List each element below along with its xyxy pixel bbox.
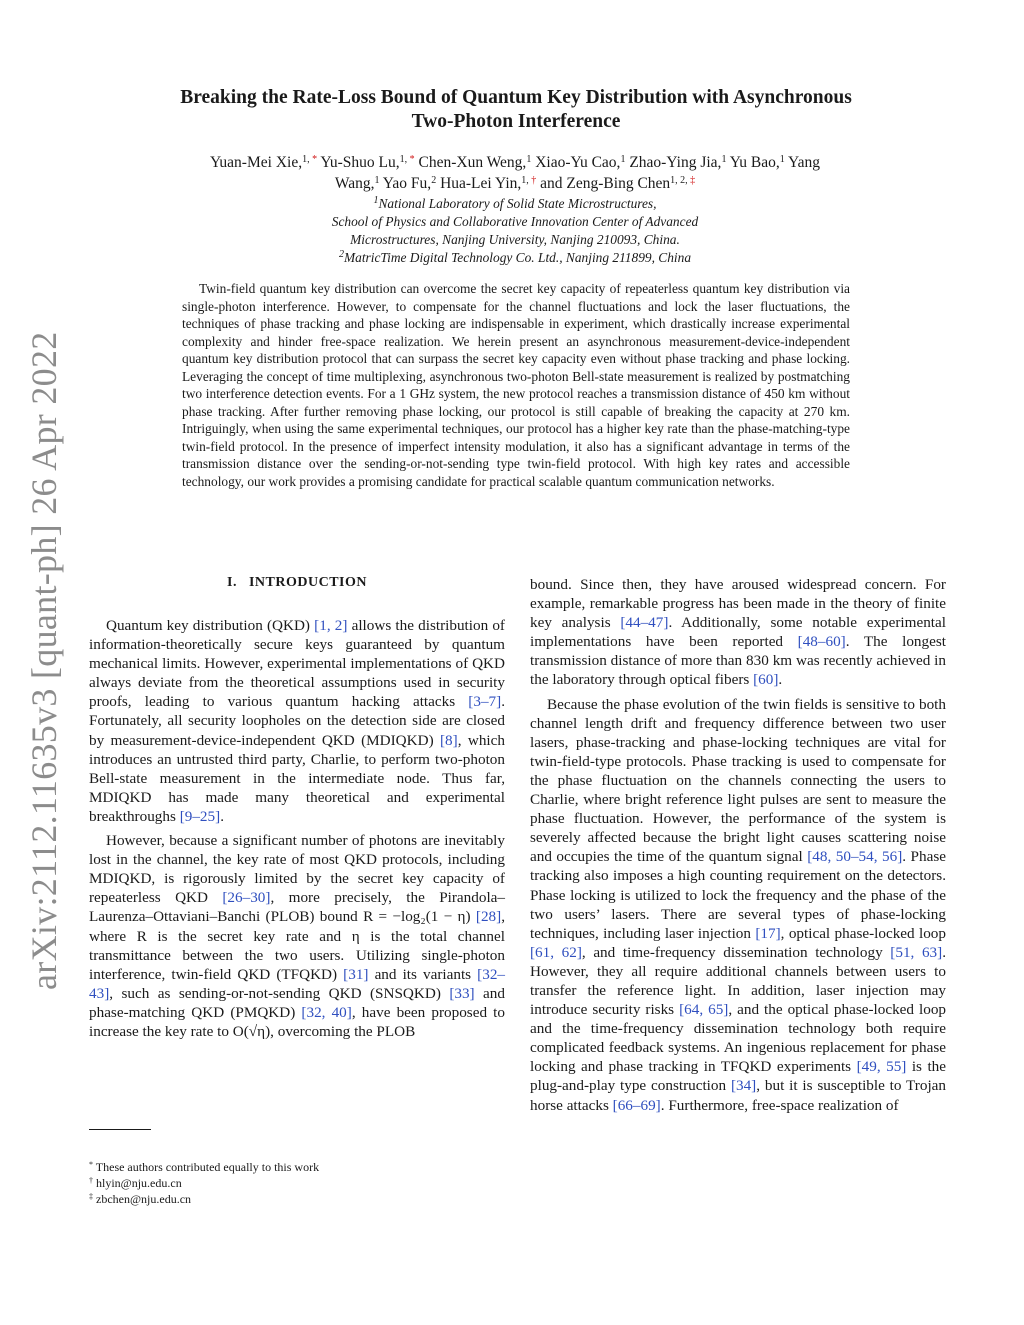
paragraph-text: . Fortunately, all security loopholes on the detection side are closed by measurement-device-independent QKD (MDIQKD) <box>89 693 505 749</box>
citation-link[interactable]: [66–69] <box>612 1096 661 1114</box>
author <box>730 154 785 171</box>
paragraph-text: , which introduces an untrusted third party, Charlie, to perform two-photon Bell-state measurement in the intermediate node. Thus far, MDIQKD has made many theoretical and experimental breakthroughs <box>89 731 505 825</box>
author <box>629 154 726 171</box>
footnote-mark: ‡ <box>89 1192 93 1201</box>
citation-link[interactable]: [28] <box>475 908 502 926</box>
affiliation-2-line-1: MatricTime Digital Technology Co. Ltd., Nanjing 211899, China <box>343 250 692 265</box>
paper-title <box>100 86 932 134</box>
author-name: Yang Wang, <box>334 154 821 192</box>
citation-link[interactable]: [64, 65] <box>679 1001 729 1019</box>
paragraph-text: Because the phase evolution of the twin fields is sensitive to both channel length drift and frequency difference between two user lasers, phase-tracking and phase-locking techniques are vital for twin-field-type protocols. Phase tracking is used to compensate for the phase fluctuation on the channels connecting the users to Charlie, where bright reference light pulses are sent to measure the phase fluctuation. However, the performance of the system is severely affected because the bright light causes scattering noise and occupies the time of the quantum signal <box>530 695 946 866</box>
left-column <box>89 600 505 1041</box>
paragraph-text: , have been proposed to increase the key rate to O(√η), overcoming the PLOB <box>89 1003 505 1040</box>
paragraph-text: and its variants <box>368 965 478 983</box>
citation-link[interactable]: [33] <box>449 984 475 1002</box>
right-paragraph-2 <box>530 695 946 1115</box>
paragraph-text: . Phase tracking also imposes a high counting requirement on the detectors. Phase locking is utilized to lock the frequency and the phase of the two users’ lasers. There are several types of phase-locking techniques, including laser injection <box>530 848 946 942</box>
citation-link[interactable]: [26–30] <box>222 889 271 907</box>
author <box>540 175 695 192</box>
abstract: Twin-field quantum key distribution can overcome the secret key capacity of repeaterless quantum key distribution via single-photon interference. However, to compensate for the channel fluctuations and lock the laser fluctuations, the techniques of phase tracking and phase locking are indispensable in experiment, which drastically increase experimental complexity and hinder free-space realization. We herein present an asynchronous measurement-device-independent quantum key distribution protocol that can surpass the secret key capacity even without phase tracking and phase locking. Leveraging the concept of time multiplexing, asynchronous two-photon Bell-state measurement is realized by postmatching two interference detection events. For a 1 GHz system, the new protocol reaches a transmission distance of 450 km without phase tracking. After further removing phase locking, our protocol is still capable of breaking the capacity at 270 km. Intriguingly, when using the same experimental techniques, our protocol has a higher key rate than the phase-matching-type twin-field protocol. In the presence of imperfect intensity modulation, it also has a significant advantage in terms of the transmission distance over the sending-or-not-sending type twin-field protocol. With high key rates and accessible technology, our work provides a promising candidate for practical scalable quantum communication networks. <box>182 281 850 489</box>
footnote-mark: * <box>89 1160 93 1169</box>
paragraph-text: bound. Since then, they have aroused widespread concern. For example, remarkable progress has been made in the theory of finite key analysis <box>530 576 946 632</box>
footnotes <box>89 1159 505 1207</box>
author-affiliation-sup: 1, * <box>399 154 415 165</box>
right-paragraph-1 <box>530 575 946 690</box>
author-affiliation-sup: 1 <box>526 154 532 165</box>
citation-link[interactable]: [60] <box>753 671 779 689</box>
right-column <box>530 575 946 1115</box>
paragraph-text: . However, they all require additional channels between users to transfer the reference light. In addition, laser injection may introduce security risks <box>530 943 946 1019</box>
paragraph-text: , where R is the secret key rate and η is the total channel transmittance between the two users. Utilizing single-photon interference, twin-field QKD (TFQKD) <box>89 908 505 983</box>
author <box>419 154 532 171</box>
intro-paragraph-1 <box>89 616 505 826</box>
intro-paragraph-2 <box>89 831 505 1041</box>
citation-link[interactable]: [31] <box>343 965 369 983</box>
affiliation-1 <box>190 195 840 213</box>
footnote-text: These authors contributed equally to this work <box>93 1160 320 1174</box>
citation-link[interactable]: [61, 62] <box>530 943 582 961</box>
citation-link[interactable]: [3–7] <box>468 693 502 711</box>
author-name: Chen-Xun Weng, <box>418 154 527 171</box>
author-affiliation-sup: 1 <box>779 154 785 165</box>
author-affiliation-sup: 1 <box>620 154 626 165</box>
affiliation-1-line-2: School of Physics and Collaborative Innovation Center of Advanced <box>331 214 699 229</box>
author-name: Xiao-Yu Cao, <box>535 154 621 171</box>
paragraph-text: , such as sending-or-not-sending QKD (SNSQKD) <box>109 984 450 1002</box>
section-heading <box>89 575 505 591</box>
author-name: Yuan-Mei Xie, <box>209 154 303 171</box>
section-title: INTRODUCTION <box>248 575 367 590</box>
citation-link[interactable]: [48, 50–54, 56] <box>807 848 903 866</box>
title-line-2: Two-Photon Interference <box>411 111 621 132</box>
author <box>440 175 536 192</box>
author-name: and Zeng-Bing Chen <box>540 175 671 192</box>
paragraph-text: , and the optical phase-locked loop and the time-frequency dissemination technology both require complicated feedback systems. An ingenious replacement for phase locking and phase tracking in TFQKD experiments <box>530 1001 947 1076</box>
footnote-text: zbchen@nju.edu.cn <box>93 1192 192 1206</box>
paragraph-text: , and time-frequency dissemination technology <box>581 943 891 961</box>
arxiv-identifier-stamp: arXiv:2112.11635v3 [quant-ph] 26 Apr 2022 <box>24 331 64 990</box>
author-footnote-mark[interactable]: * <box>409 154 415 165</box>
footnote <box>89 1159 505 1175</box>
author-footnote-mark[interactable]: * <box>312 154 318 165</box>
affiliation-1-line-3: Microstructures, Nanjing University, Nanjing 210093, China. <box>350 232 680 247</box>
paragraph-text: is the plug-and-play type construction <box>530 1058 947 1095</box>
affiliation-2 <box>190 249 840 267</box>
citation-link[interactable]: [49, 55] <box>856 1058 907 1076</box>
paragraph-text: , but it is susceptible to Trojan horse attacks <box>530 1077 947 1114</box>
footnote <box>89 1191 505 1207</box>
footnote-divider <box>89 1129 151 1130</box>
author-name: Yao Fu, <box>382 175 432 192</box>
author-affiliation-sup: 1 <box>721 154 727 165</box>
citation-link[interactable]: [48–60] <box>797 633 846 651</box>
affiliations <box>190 195 840 267</box>
citation-link[interactable]: [51, 63] <box>890 943 943 961</box>
paragraph-text: Quantum key distribution (QKD) <box>106 617 315 634</box>
citation-link[interactable]: [17] <box>755 924 781 942</box>
citation-link[interactable]: [8] <box>440 731 458 749</box>
author-affiliation-sup: 1, * <box>302 154 318 165</box>
paragraph-text: . Furthermore, free-space realization of <box>660 1096 899 1114</box>
author <box>320 154 414 171</box>
citation-link[interactable]: [9–25] <box>179 807 221 825</box>
footnote-text: hlyin@nju.edu.cn <box>93 1176 182 1190</box>
footnote <box>89 1175 505 1191</box>
author-name: Yu-Shuo Lu, <box>320 154 400 171</box>
affiliation-1-line-1: National Laboratory of Solid State Microstructures, <box>378 196 657 211</box>
citation-link[interactable]: [32–43] <box>89 965 506 1002</box>
author-affiliation-sup: 1, 2, ‡ <box>670 175 696 186</box>
author-footnote-mark[interactable]: ‡ <box>690 175 696 186</box>
paragraph-text: . <box>778 671 783 689</box>
citation-link[interactable]: [44–47] <box>620 614 669 632</box>
paragraph-text: . <box>220 807 224 825</box>
author-affiliation-sup: 1 <box>374 175 380 186</box>
author-footnote-mark[interactable]: † <box>531 175 537 186</box>
affiliation-2-sup: 2 <box>338 249 344 260</box>
paragraph-text: . The longest transmission distance of more than 830 km was recently achieved in the laboratory through optical fibers <box>530 633 946 689</box>
paragraph-text: , optical phase-locked loop <box>780 924 946 942</box>
author-name: Yu Bao, <box>729 154 780 171</box>
author <box>535 154 625 171</box>
author <box>210 154 317 171</box>
author-affiliation-sup: 2 <box>431 175 437 186</box>
section-number: I. <box>227 575 237 590</box>
footnote-mark: † <box>89 1176 93 1185</box>
citation-link[interactable]: [32, 40] <box>301 1003 352 1021</box>
author-name: Zhao-Ying Jia, <box>629 154 722 171</box>
citation-link[interactable]: [34] <box>730 1077 757 1095</box>
citation-link[interactable]: [1, 2] <box>314 617 348 634</box>
paragraph-text: However, because a significant number of photons are inevitably lost in the channel, the key rate of most QKD protocols, including MDIQKD, is rigorously limited by the secret key capacity of repeaterless QKD <box>89 832 505 907</box>
title-line-1: Breaking the Rate-Loss Bound of Quantum Key Distribution with Asynchronous <box>180 87 852 108</box>
paragraph-text: allows the distribution of information-theoretically secure keys guaranteed by quantum mechanical limits. However, experimental implementations of QKD always deviate from the theoretical assumptions used in security proofs, leading to various quantum hacking attacks <box>89 617 505 711</box>
author-affiliation-sup: 1, † <box>521 175 537 186</box>
author <box>383 175 436 192</box>
author-list <box>190 152 840 194</box>
paragraph-text: and phase-matching QKD (PMQKD) <box>89 984 505 1021</box>
paragraph-text: , more precisely, the Pirandola–Laurenza–Ottaviani–Banchi (PLOB) bound R = −log₂(1 − η) <box>89 889 505 926</box>
affiliation-1-sup: 1 <box>373 195 379 206</box>
paragraph-text: . Additionally, some notable experimental implementations have been reported <box>530 614 946 651</box>
author-name: Hua-Lei Yin, <box>440 175 522 192</box>
